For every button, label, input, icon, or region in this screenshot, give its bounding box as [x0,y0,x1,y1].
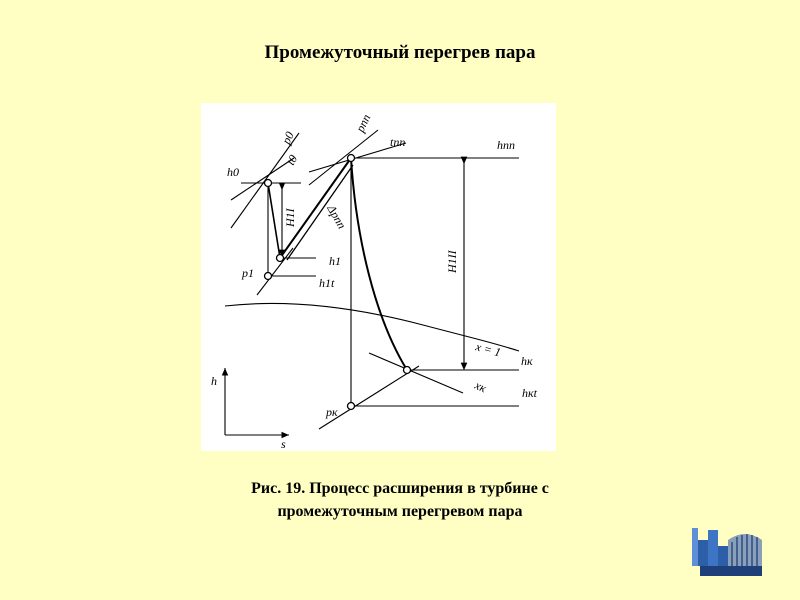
label-tpp: tпп [390,135,406,149]
hs-diagram [201,103,556,451]
label-h1t: h1t [319,276,335,290]
label-xk: xк [472,378,489,396]
slide-title: Промежуточный перегрев пара [264,42,536,63]
label-hpp: hпп [497,138,515,152]
state-point-k [404,367,411,374]
label-p1: p1 [242,266,254,280]
t0-isotherm [231,158,294,200]
p1-isobar [257,248,293,295]
xk-line [369,353,463,393]
figure-caption [0,477,800,523]
turbine-logo-icon [690,522,774,578]
label-h1: h1 [329,254,341,268]
label-h0: h0 [227,165,239,179]
state-point-pp [348,155,355,162]
label-delta-ppp: Δpпп [324,202,350,232]
label-H1-I: H1I [283,208,297,227]
state-point-1 [277,255,284,262]
hp-expansion [268,183,280,258]
label-p0: p0 [279,129,297,147]
hs-diagram-figure [201,103,556,451]
label-x1: x = 1 [474,339,503,360]
state-point-0 [265,180,272,187]
label-H1-II: H1II [445,250,459,273]
label-s-axis: s [281,437,286,451]
state-point-1t [265,273,272,280]
label-h-axis: h [211,374,217,388]
caption-line-2: промежуточным перегревом пара [277,503,523,520]
label-hkt: hкt [522,386,537,400]
label-ppp: pпп [353,112,374,135]
pk-isobar [319,366,419,429]
saturation-curve [225,303,519,351]
caption-line-1: Рис. 19. Процесс расширения в турбине с [251,480,549,497]
state-point-kt [348,403,355,410]
label-pk: pк [326,405,338,419]
lp-expansion [351,158,407,370]
label-hk: hк [521,354,533,368]
label-t0: t0 [283,152,301,168]
